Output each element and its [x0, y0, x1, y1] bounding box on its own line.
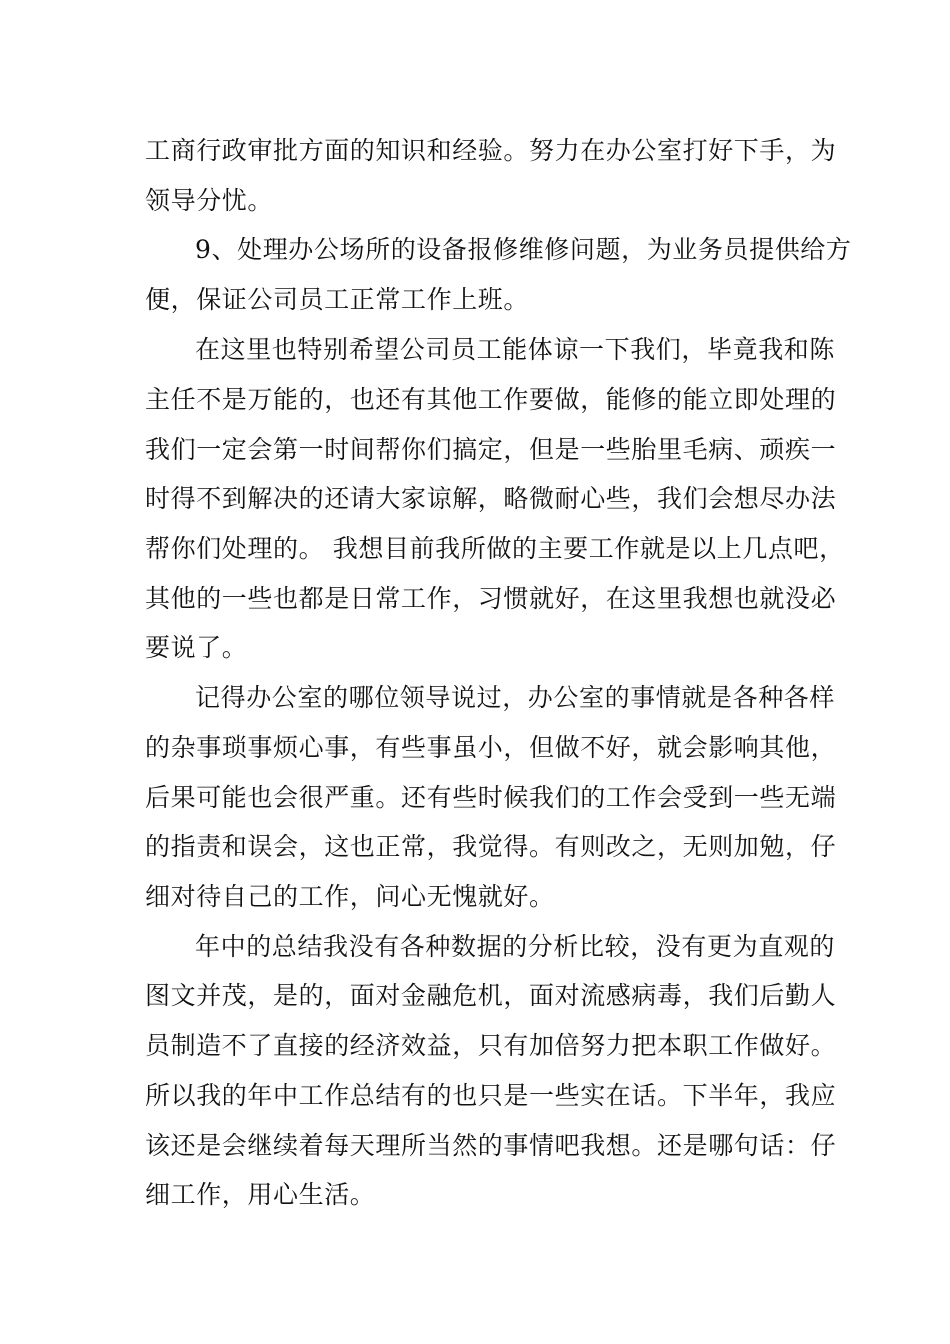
text-line: 的指责和误会，这也正常，我觉得。有则改之，无则加勉，仔 — [145, 832, 837, 861]
text-line: 后果可能也会很严重。还有些时候我们的工作会受到一些无端 — [145, 783, 837, 812]
text-line: 要说了。 — [145, 633, 248, 662]
text-line: 时得不到解决的还请大家谅解，略微耐心些，我们会想尽办法 — [145, 484, 837, 513]
text-line: 9、处理办公场所的设备报修维修问题，为业务员提供给方 — [195, 235, 852, 264]
text-line: 工商行政审批方面的知识和经验。努力在办公室打好下手，为 — [145, 136, 837, 165]
text-line: 记得办公室的哪位领导说过，办公室的事情就是各种各样 — [195, 683, 836, 712]
text-line: 年中的总结我没有各种数据的分析比较，没有更为直观的 — [195, 932, 836, 961]
text-line: 员制造不了直接的经济效益，只有加倍努力把本职工作做好。 — [145, 1031, 837, 1060]
text-line: 领导分忧。 — [145, 186, 274, 215]
text-line: 的杂事琐事烦心事，有些事虽小，但做不好，就会影响其他， — [145, 733, 837, 762]
text-line: 便，保证公司员工正常工作上班。 — [145, 285, 530, 314]
text-line: 我们一定会第一时间帮你们搞定，但是一些胎里毛病、顽疾一 — [145, 435, 837, 464]
text-line: 细工作，用心生活。 — [145, 1180, 376, 1209]
text-line: 图文并茂，是的，面对金融危机，面对流感病毒，我们后勤人 — [145, 981, 837, 1010]
text-line: 帮你们处理的。 我想目前我所做的主要工作就是以上几点吧， — [145, 534, 845, 563]
text-line: 所以我的年中工作总结有的也只是一些实在话。下半年，我应 — [145, 1081, 837, 1110]
text-line: 该还是会继续着每天理所当然的事情吧我想。还是哪句话：仔 — [145, 1131, 837, 1160]
text-line: 其他的一些也都是日常工作，习惯就好，在这里我想也就没必 — [145, 584, 837, 613]
text-line: 细对待自己的工作，问心无愧就好。 — [145, 882, 555, 911]
text-line: 在这里也特别希望公司员工能体谅一下我们，毕竟我和陈 — [195, 335, 836, 364]
text-line: 主任不是万能的，也还有其他工作要做，能修的能立即处理的 — [145, 385, 837, 414]
